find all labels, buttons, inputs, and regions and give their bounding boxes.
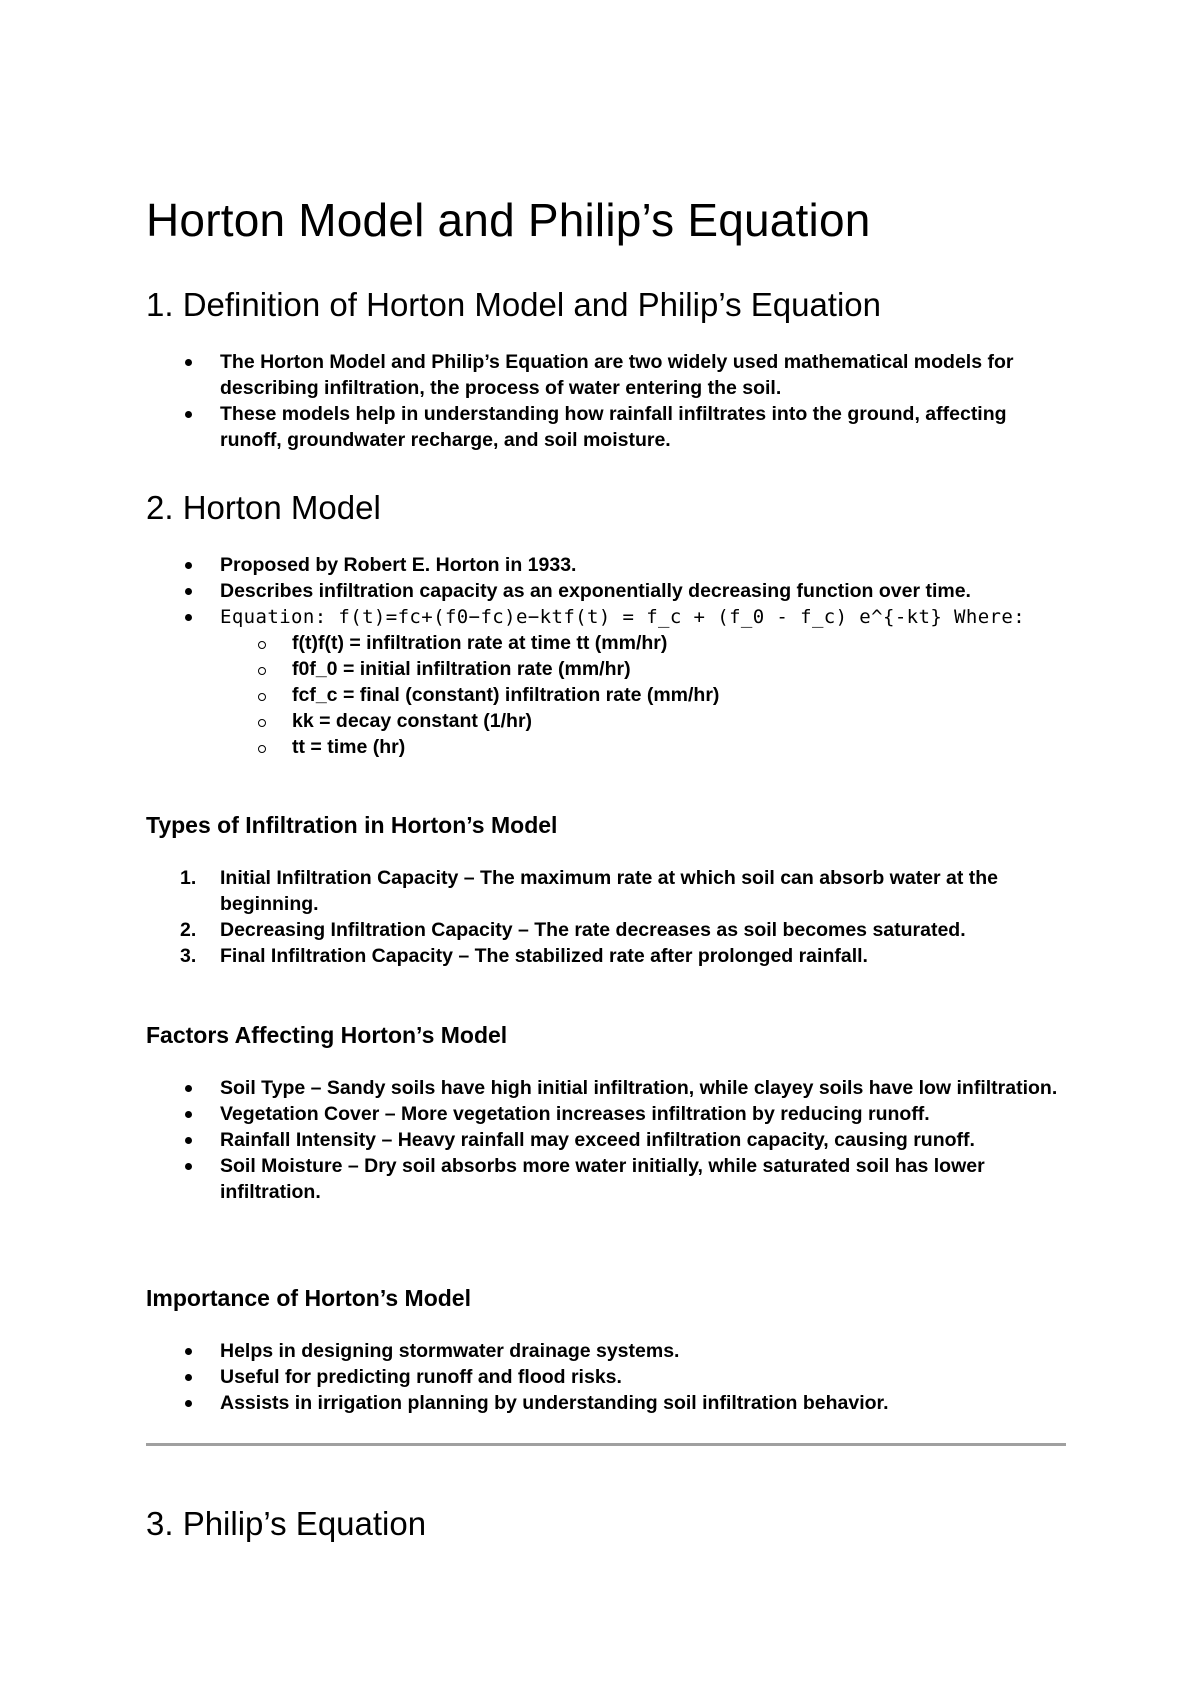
factors-heading: Factors Affecting Horton’s Model xyxy=(146,1022,508,1048)
list-item xyxy=(146,865,1066,917)
list-number: 3. xyxy=(180,945,197,967)
variable-item: tt = time (hr) xyxy=(220,734,992,760)
types-list xyxy=(146,865,1066,969)
horton-equation: Equation: f(t)=fc+(f0−fc)e−ktf(t) = f_c + (f_0 - f_c) e^{-kt} Where: xyxy=(220,606,1026,628)
list-text: Final Infiltration Capacity – The stabilized rate after prolonged rainfall. xyxy=(220,945,868,967)
list-item xyxy=(146,943,1066,969)
list-number: 1. xyxy=(180,867,197,889)
section-2-bullets xyxy=(146,552,1066,760)
variable-item: f(t)f(t) = infiltration rate at time tt (mm/hr) xyxy=(220,630,992,656)
factors-list xyxy=(146,1075,1066,1205)
list-item: Helps in designing stormwater drainage systems. xyxy=(146,1338,1066,1364)
list-item: Rainfall Intensity – Heavy rainfall may exceed infiltration capacity, causing runoff. xyxy=(146,1127,1066,1153)
equation-item xyxy=(146,604,1066,760)
list-item: Useful for predicting runoff and flood risks. xyxy=(146,1364,1066,1390)
section-3-heading: 3. Philip’s Equation xyxy=(146,1505,427,1542)
list-text: Decreasing Infiltration Capacity – The rate decreases as soil becomes saturated. xyxy=(220,919,966,941)
list-item: Proposed by Robert E. Horton in 1933. xyxy=(146,552,1066,578)
list-item: These models help in understanding how rainfall infiltrates into the ground, affecting runoff, groundwater recharge, and soil moisture. xyxy=(146,401,1066,453)
list-item: Soil Moisture – Dry soil absorbs more water initially, while saturated soil has lower infiltration. xyxy=(146,1153,1066,1205)
list-item: The Horton Model and Philip’s Equation are two widely used mathematical models for describing infiltration, the process of water entering the soil. xyxy=(146,349,1066,401)
list-item: Vegetation Cover – More vegetation increases infiltration by reducing runoff. xyxy=(146,1101,1066,1127)
list-item: Describes infiltration capacity as an exponentially decreasing function over time. xyxy=(146,578,1066,604)
types-heading: Types of Infiltration in Horton’s Model xyxy=(146,812,558,838)
list-item xyxy=(146,917,1066,943)
equation-variables xyxy=(220,630,1140,760)
importance-list xyxy=(146,1338,1066,1416)
section-2-heading: 2. Horton Model xyxy=(146,489,381,526)
list-item: Soil Type – Sandy soils have high initial infiltration, while clayey soils have low infiltration. xyxy=(146,1075,1066,1101)
list-text: Initial Infiltration Capacity – The maximum rate at which soil can absorb water at the beginning. xyxy=(220,867,999,915)
section-1-heading: 1. Definition of Horton Model and Philip’s Equation xyxy=(146,286,882,323)
section-1-bullets xyxy=(146,349,1066,453)
horizontal-rule xyxy=(146,1443,1066,1446)
importance-heading: Importance of Horton’s Model xyxy=(146,1285,471,1311)
list-item: Assists in irrigation planning by understanding soil infiltration behavior. xyxy=(146,1390,1066,1416)
document-title: Horton Model and Philip’s Equation xyxy=(146,194,871,246)
variable-item: f0f_0 = initial infiltration rate (mm/hr) xyxy=(220,656,992,682)
variable-item: kk = decay constant (1/hr) xyxy=(220,708,992,734)
list-number: 2. xyxy=(180,919,197,941)
variable-item: fcf_c = final (constant) infiltration rate (mm/hr) xyxy=(220,682,992,708)
